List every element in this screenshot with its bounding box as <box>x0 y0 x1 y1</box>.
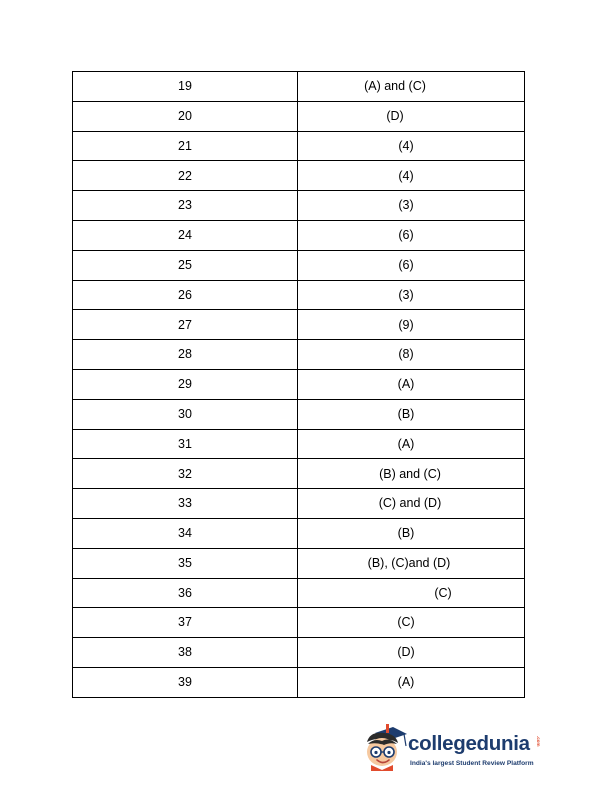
collegedunia-logo[interactable] <box>362 724 547 774</box>
answer-cell: (B) and (C) <box>298 459 525 489</box>
question-number-cell: 39 <box>73 667 298 697</box>
question-number-cell: 20 <box>73 101 298 131</box>
question-number-cell: 25 <box>73 250 298 280</box>
table-row <box>73 459 525 489</box>
table-row <box>73 578 525 608</box>
table-row <box>73 220 525 250</box>
question-number-cell: 36 <box>73 578 298 608</box>
table-row <box>73 667 525 697</box>
question-number-cell: 27 <box>73 310 298 340</box>
question-number-cell: 30 <box>73 399 298 429</box>
table-row <box>73 489 525 519</box>
table-row <box>73 429 525 459</box>
answer-cell: (6) <box>298 220 525 250</box>
table-row <box>73 518 525 548</box>
question-number-cell: 22 <box>73 161 298 191</box>
logo-domain: .com <box>536 736 541 747</box>
answer-cell: (C) <box>298 608 525 638</box>
question-number-cell: 24 <box>73 220 298 250</box>
table-row <box>73 161 525 191</box>
question-number-cell: 26 <box>73 280 298 310</box>
answer-cell: (D) <box>298 638 525 668</box>
question-number-cell: 21 <box>73 131 298 161</box>
answer-cell: (4) <box>298 161 525 191</box>
table-row <box>73 250 525 280</box>
answer-cell: (B), (C)and (D) <box>298 548 525 578</box>
question-number-cell: 23 <box>73 191 298 221</box>
answer-cell: (6) <box>298 250 525 280</box>
student-mascot-icon <box>362 724 407 771</box>
question-number-cell: 31 <box>73 429 298 459</box>
answer-cell: (C) and (D) <box>298 489 525 519</box>
answer-cell: (4) <box>298 131 525 161</box>
table-row <box>73 548 525 578</box>
answer-cell: (A) <box>298 369 525 399</box>
table-row <box>73 369 525 399</box>
table-row <box>73 638 525 668</box>
question-number-cell: 37 <box>73 608 298 638</box>
answer-cell: (C) <box>298 578 525 608</box>
question-number-cell: 29 <box>73 369 298 399</box>
table-row <box>73 72 525 102</box>
table-row <box>73 131 525 161</box>
answer-cell: (A) <box>298 429 525 459</box>
question-number-cell: 35 <box>73 548 298 578</box>
answer-key-table <box>72 71 525 698</box>
table-row <box>73 399 525 429</box>
answer-cell: (3) <box>298 191 525 221</box>
question-number-cell: 34 <box>73 518 298 548</box>
question-number-cell: 19 <box>73 72 298 102</box>
logo-tagline: India's largest Student Review Platform <box>410 760 534 767</box>
answer-cell: (9) <box>298 310 525 340</box>
question-number-cell: 28 <box>73 340 298 370</box>
table-row <box>73 608 525 638</box>
table-row <box>73 101 525 131</box>
answer-cell: (A) and (C) <box>298 72 525 102</box>
answer-cell: (8) <box>298 340 525 370</box>
answer-cell: (3) <box>298 280 525 310</box>
answer-cell: (A) <box>298 667 525 697</box>
answer-cell: (D) <box>298 101 525 131</box>
answer-cell: (B) <box>298 518 525 548</box>
logo-wordmark: collegedunia <box>408 732 530 755</box>
question-number-cell: 32 <box>73 459 298 489</box>
table-row <box>73 191 525 221</box>
answer-cell: (B) <box>298 399 525 429</box>
table-row <box>73 280 525 310</box>
question-number-cell: 33 <box>73 489 298 519</box>
table-row <box>73 340 525 370</box>
table-row <box>73 310 525 340</box>
question-number-cell: 38 <box>73 638 298 668</box>
